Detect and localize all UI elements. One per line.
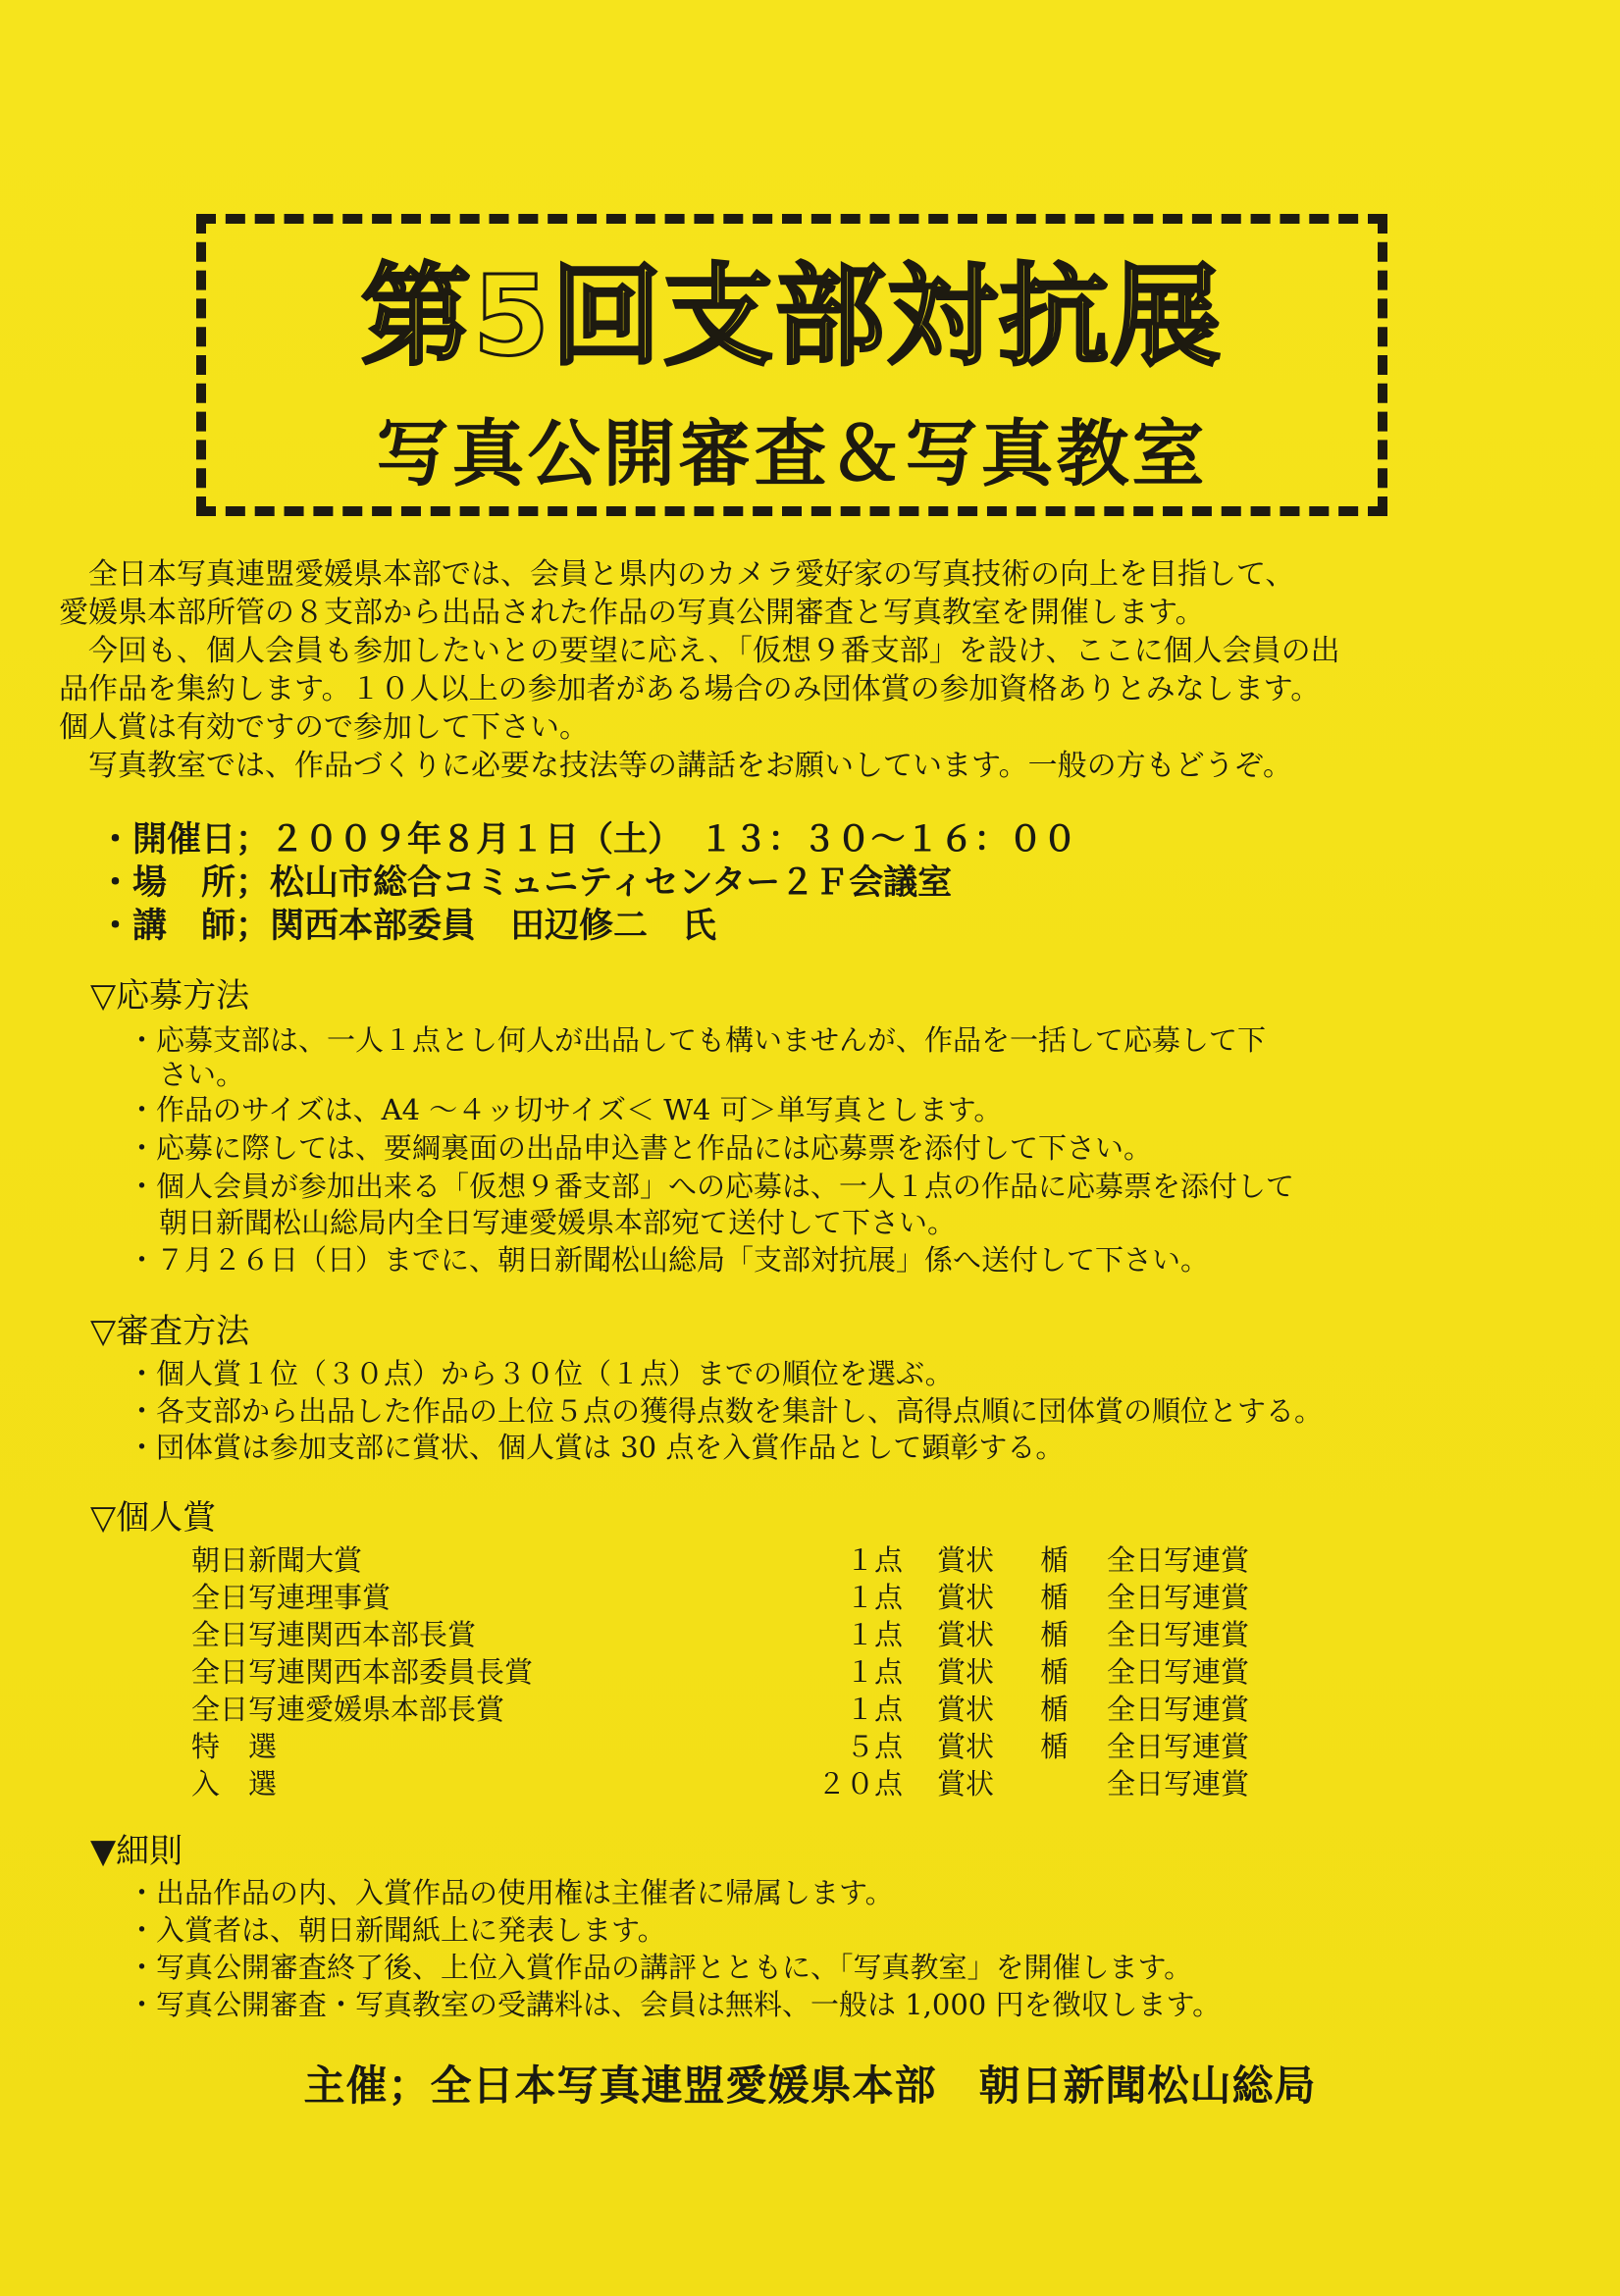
award-name: 全日写連関西本部長賞 bbox=[191, 1618, 477, 1651]
award-shield: 楯 bbox=[1040, 1693, 1070, 1726]
award-shield: 楯 bbox=[1040, 1543, 1070, 1577]
award-count: １点 bbox=[845, 1543, 903, 1577]
judging-item: ・団体賞は参加支部に賞状、個人賞は 30 点を入賞作品として顕彰する。 bbox=[128, 1431, 1065, 1464]
award-count: ５点 bbox=[845, 1730, 903, 1763]
award-source: 全日写連賞 bbox=[1107, 1618, 1250, 1651]
award-name: 特 選 bbox=[191, 1730, 278, 1763]
intro-line: 全日本写真連盟愛媛県本部では、会員と県内のカメラ愛好家の写真技術の向上を目指して、 bbox=[59, 557, 1295, 592]
organizer-line: 主催；全日本写真連盟愛媛県本部 朝日新聞松山総局 bbox=[303, 2061, 1317, 2110]
award-source: 全日写連賞 bbox=[1107, 1543, 1250, 1577]
intro-line: 品作品を集約します。１０人以上の参加者がある場合のみ団体賞の参加資格ありとみなします。 bbox=[59, 672, 1321, 706]
application-heading: ▽応募方法 bbox=[90, 976, 250, 1016]
application-item: ・応募に際しては、要綱裏面の出品申込書と作品には応募票を添付して下さい。 bbox=[128, 1131, 1153, 1165]
event-lecturer: ・講 師；関西本部委員 田辺修二 氏 bbox=[98, 907, 717, 946]
award-count: １点 bbox=[845, 1581, 903, 1614]
award-prize: 賞状 bbox=[937, 1730, 995, 1763]
award-count: １点 bbox=[845, 1693, 903, 1726]
award-count: １点 bbox=[845, 1655, 903, 1689]
award-name: 入 選 bbox=[191, 1767, 278, 1800]
event-subtitle: 写真公開審査＆写真教室 bbox=[376, 412, 1208, 496]
rules-item: ・写真公開審査・写真教室の受講料は、会員は無料、一般は 1,000 円を徴収します。 bbox=[128, 1988, 1222, 2021]
judging-item: ・個人賞１位（３０点）から３０位（１点）までの順位を選ぶ。 bbox=[128, 1357, 954, 1390]
intro-line: 愛媛県本部所管の８支部から出品された作品の写真公開審査と写真教室を開催します。 bbox=[59, 596, 1205, 630]
judging-item: ・各支部から出品した作品の上位５点の獲得点数を集計し、高得点順に団体賞の順位とする。 bbox=[128, 1394, 1324, 1428]
intro-line: 写真教室では、作品づくりに必要な技法等の講話をお願いしています。一般の方もどうぞ。 bbox=[59, 749, 1292, 783]
award-source: 全日写連賞 bbox=[1107, 1767, 1250, 1800]
rules-item: ・入賞者は、朝日新聞紙上に発表します。 bbox=[128, 1913, 666, 1947]
award-shield: 楯 bbox=[1040, 1730, 1070, 1763]
application-item: ・個人会員が参加出来る「仮想９番支部」への応募は、一人１点の作品に応募票を添付して bbox=[128, 1170, 1295, 1203]
award-prize: 賞状 bbox=[937, 1543, 995, 1577]
award-source: 全日写連賞 bbox=[1107, 1730, 1250, 1763]
award-source: 全日写連賞 bbox=[1107, 1581, 1250, 1614]
award-name: 全日写連関西本部委員長賞 bbox=[191, 1655, 534, 1689]
award-source: 全日写連賞 bbox=[1107, 1655, 1250, 1689]
application-item: 朝日新聞松山総局内全日写連愛媛県本部宛て送付して下さい。 bbox=[159, 1206, 957, 1239]
event-date: ・開催日；２００９年８月１日（土） １３：３０〜１６：００ bbox=[98, 820, 1077, 860]
application-item: ・応募支部は、一人１点とし何人が出品しても構いませんが、作品を一括して応募して下 bbox=[128, 1023, 1267, 1057]
award-prize: 賞状 bbox=[937, 1655, 995, 1689]
application-item: さい。 bbox=[159, 1058, 245, 1091]
application-item: ・作品のサイズは、A4 〜４ッ切サイズ＜ W4 可＞単写真とします。 bbox=[128, 1093, 1003, 1126]
intro-line: 個人賞は有効ですので参加して下さい。 bbox=[59, 710, 589, 745]
rules-item: ・出品作品の内、入賞作品の使用権は主催者に帰属します。 bbox=[128, 1876, 894, 1909]
event-title: 第5回支部対抗展 bbox=[361, 253, 1223, 381]
award-name: 朝日新聞大賞 bbox=[191, 1543, 363, 1577]
award-shield: 楯 bbox=[1040, 1581, 1070, 1614]
event-venue: ・場 所；松山市総合コミュニティセンター２Ｆ会議室 bbox=[98, 863, 953, 903]
rules-item: ・写真公開審査終了後、上位入賞作品の講評とともに、「写真教室」を開催します。 bbox=[128, 1951, 1193, 1984]
award-count: １点 bbox=[845, 1618, 903, 1651]
award-count: ２０点 bbox=[816, 1767, 903, 1800]
intro-line: 今回も、個人会員も参加したいとの要望に応え、「仮想９番支部」を設け、ここに個人会員の出 bbox=[59, 634, 1340, 668]
award-prize: 賞状 bbox=[937, 1767, 995, 1800]
award-shield: 楯 bbox=[1040, 1618, 1070, 1651]
award-name: 全日写連愛媛県本部長賞 bbox=[191, 1693, 505, 1726]
rules-heading: ▼細則 bbox=[90, 1832, 183, 1871]
award-name: 全日写連理事賞 bbox=[191, 1581, 392, 1614]
awards-heading: ▽個人賞 bbox=[90, 1498, 217, 1538]
award-prize: 賞状 bbox=[937, 1693, 995, 1726]
award-prize: 賞状 bbox=[937, 1618, 995, 1651]
judging-heading: ▽審査方法 bbox=[90, 1312, 250, 1351]
award-source: 全日写連賞 bbox=[1107, 1693, 1250, 1726]
application-item: ・７月２６日（日）までに、朝日新聞松山総局「支部対抗展」係へ送付して下さい。 bbox=[128, 1243, 1210, 1277]
award-shield: 楯 bbox=[1040, 1655, 1070, 1689]
award-prize: 賞状 bbox=[937, 1581, 995, 1614]
title-box bbox=[196, 214, 1387, 516]
